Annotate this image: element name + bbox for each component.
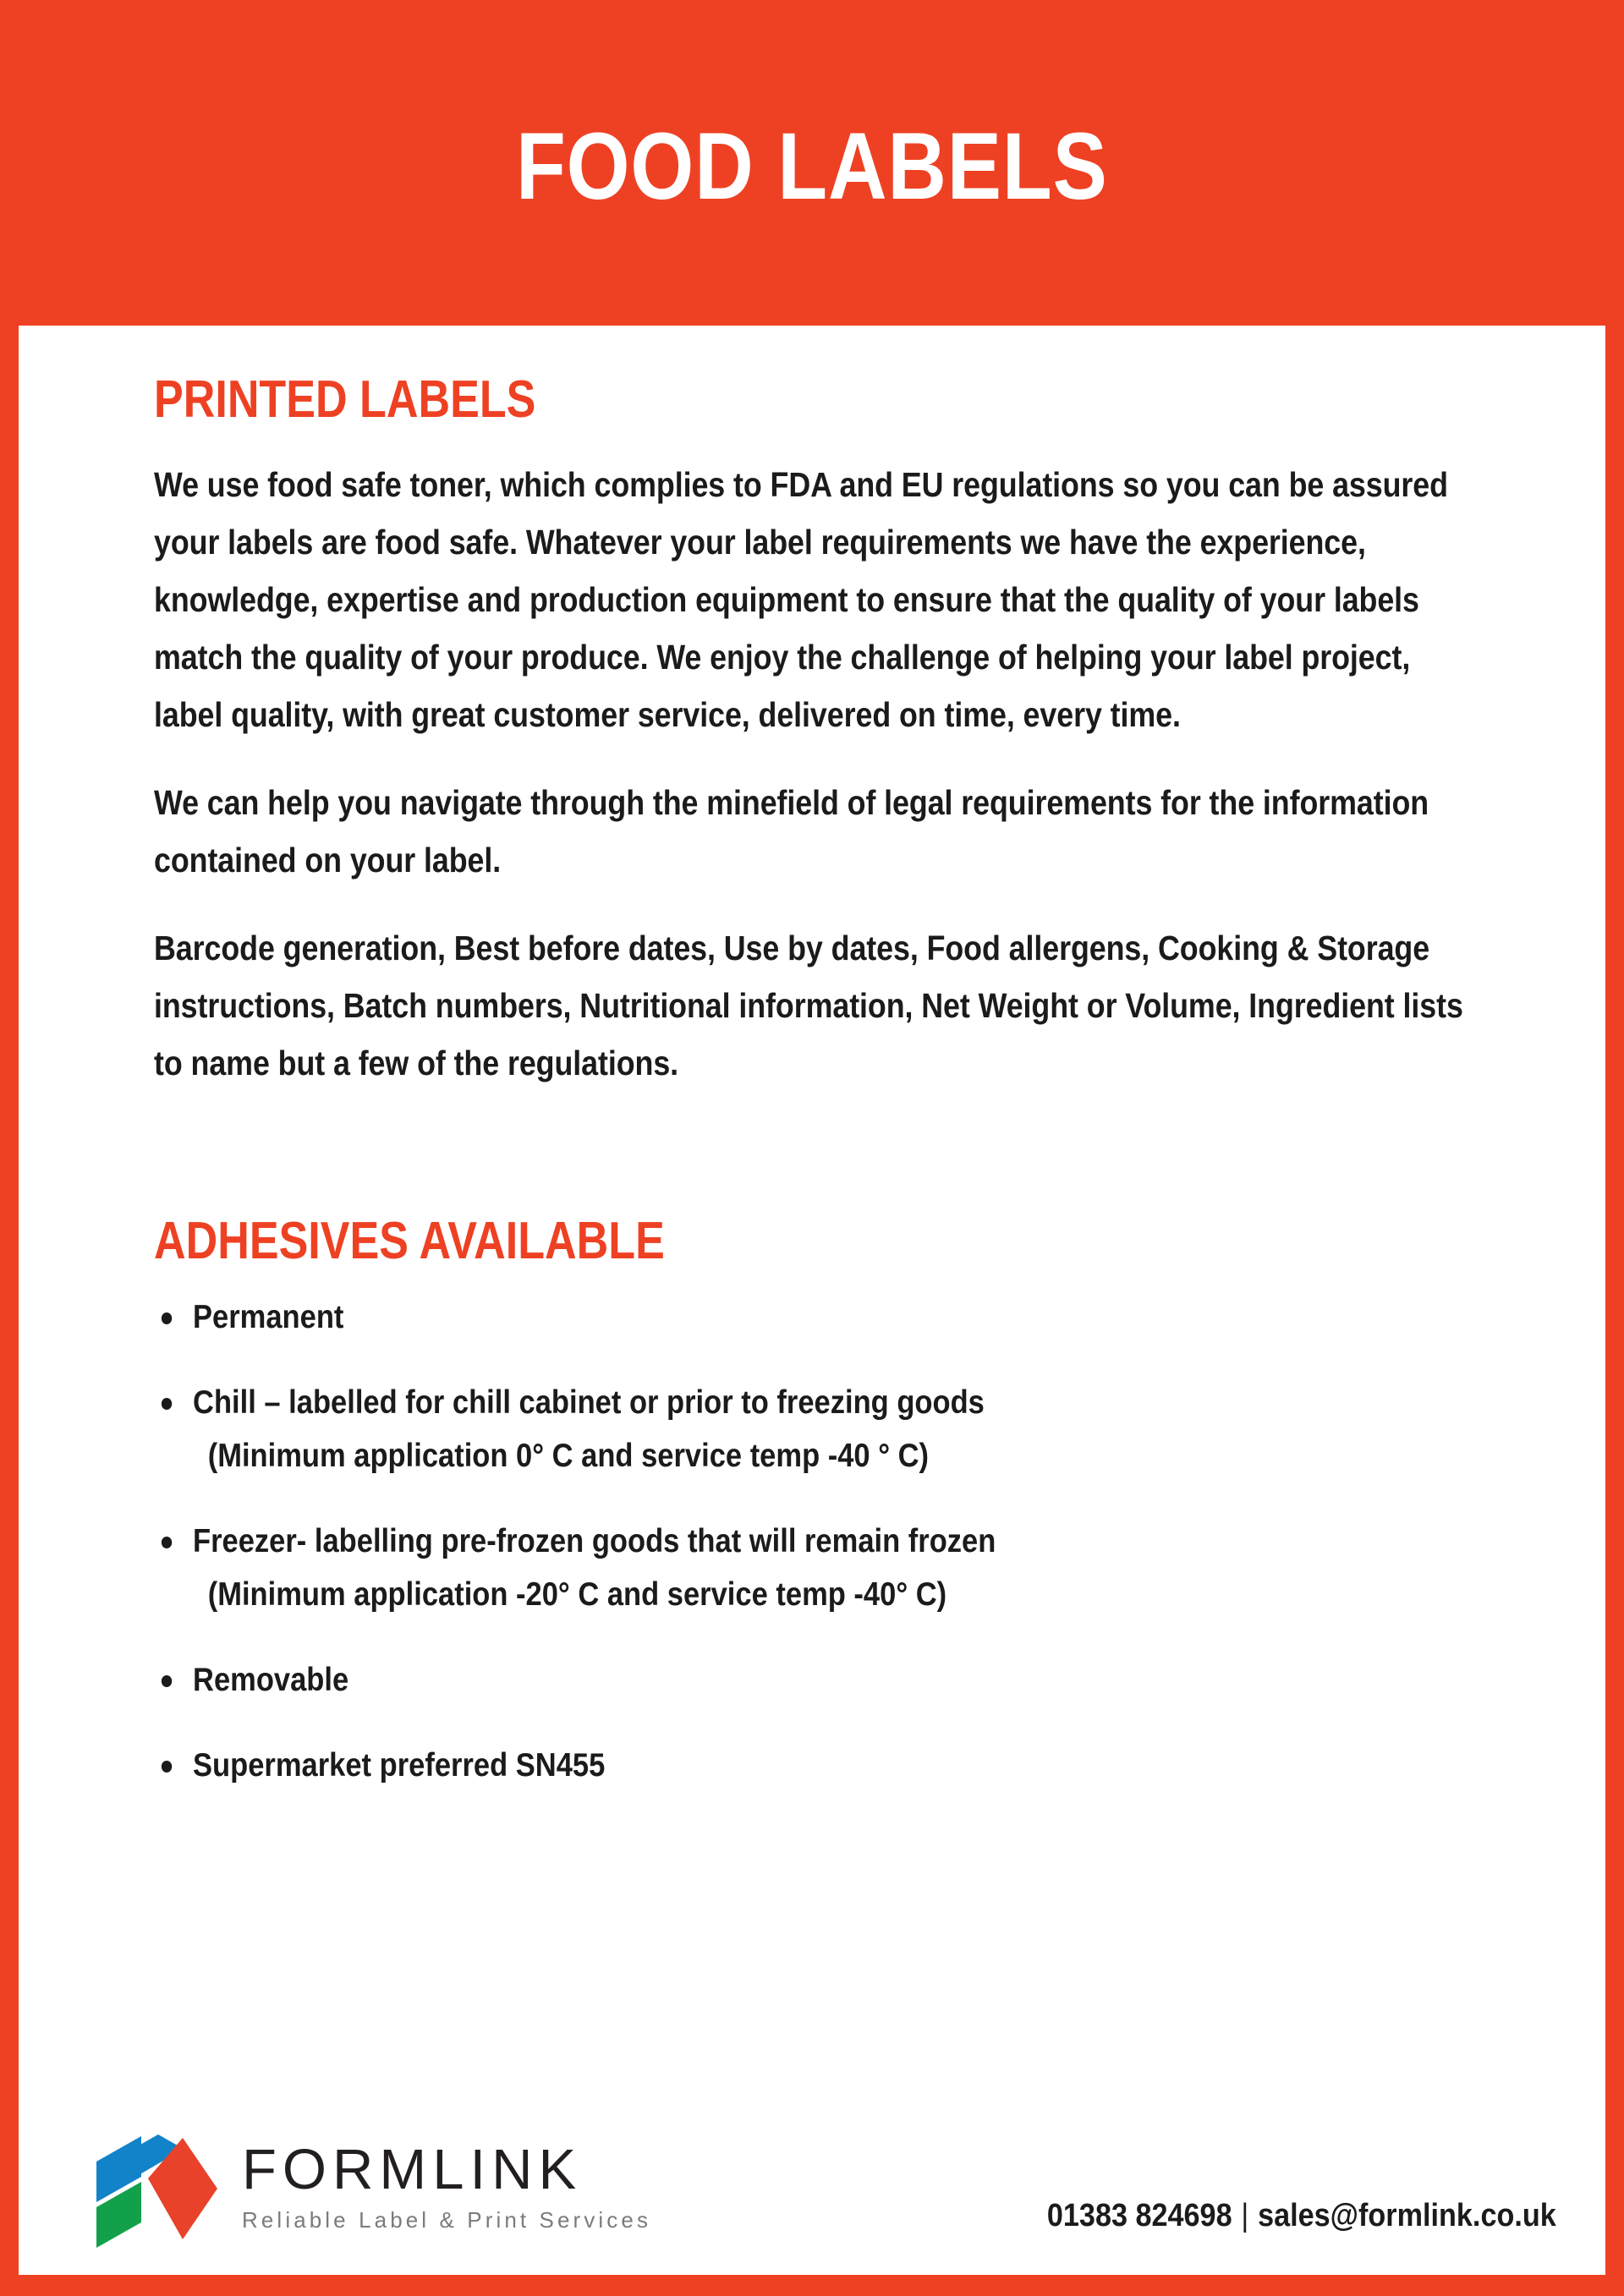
header-band <box>0 0 1624 326</box>
content-panel <box>19 326 1605 2275</box>
bullet-dot-icon <box>162 1398 172 1410</box>
printed-labels-paragraph-3: Barcode generation, Best before dates, Use by dates, Food allergens, Cooking & Storage instructions, Batch numbers, Nutritional information, Net Weight or Volume, Ingredient lists to name but a few of the regulations. <box>154 929 1463 1083</box>
list-item <box>154 1515 1512 1621</box>
footer <box>19 2063 1605 2275</box>
section-heading-printed-labels: PRINTED LABELS <box>154 370 536 429</box>
page-title: FOOD LABELS <box>516 112 1108 219</box>
contact-info <box>1047 2198 1556 2234</box>
contact-separator: | <box>1241 2198 1249 2233</box>
list-item-label: Freezer- labelling pre-frozen goods that will remain frozen <box>193 1523 996 1560</box>
list-item <box>154 1376 1512 1482</box>
bullet-dot-icon <box>162 1537 172 1548</box>
list-item-label: Permanent <box>193 1299 344 1336</box>
section-spacer <box>154 1122 1473 1214</box>
bullet-dot-icon <box>162 1761 172 1773</box>
printed-labels-paragraph-1: We use food safe toner, which complies to FDA and EU regulations so you can be assured your labels are food safe. Whatever your label requirements we have the experience, knowledge, expertise and production equipment to ensure that the quality of your labels match the quality of your produce. We enjoy the challenge of helping your label project, label quality, with great customer service, delivered on time, every time. <box>154 465 1448 735</box>
logo-wordmark: FORMLINK <box>242 2138 583 2201</box>
bullet-dot-icon <box>162 1312 172 1324</box>
list-item <box>154 1290 1512 1344</box>
list-item <box>154 1739 1512 1792</box>
list-item-sublabel: (Minimum application -20° C and service temp -40° C) <box>207 1576 947 1614</box>
content-inner <box>154 372 1473 1824</box>
contact-email[interactable]: sales@formlink.co.uk <box>1258 2198 1556 2233</box>
bullet-dot-icon <box>162 1675 172 1687</box>
logo-text-block <box>242 2128 651 2231</box>
section-heading-adhesives-available: ADHESIVES AVAILABLE <box>154 1212 665 1271</box>
adhesives-list <box>154 1290 1473 1792</box>
printed-labels-paragraph-2: We can help you navigate through the minefield of legal requirements for the information contained on your label. <box>154 783 1429 880</box>
list-item <box>154 1653 1512 1707</box>
logo-tagline: Reliable Label & Print Services <box>242 2207 652 2233</box>
list-item-sublabel: (Minimum application 0° C and service temp -40 ° C) <box>207 1438 930 1475</box>
list-item-label: Supermarket preferred SN455 <box>193 1747 606 1784</box>
contact-phone[interactable]: 01383 824698 <box>1047 2198 1232 2233</box>
list-item-label: Removable <box>193 1662 349 1699</box>
formlink-cube-logo-icon <box>95 2129 223 2249</box>
list-item-label: Chill – labelled for chill cabinet or prior to freezing goods <box>193 1384 985 1422</box>
brand-logo <box>95 2128 651 2249</box>
